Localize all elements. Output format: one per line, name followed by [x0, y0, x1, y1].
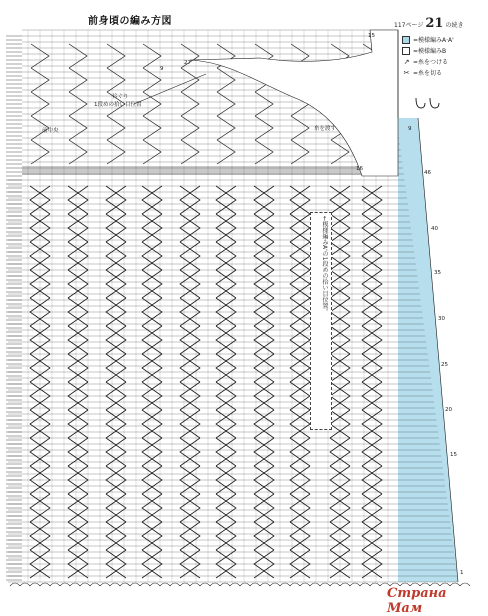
pickup-note-box: ←模様編みA'の1段めの拾い目位置。	[310, 212, 332, 430]
cable-stroke	[290, 270, 310, 298]
cable-stroke	[290, 270, 310, 298]
cable-stroke	[106, 438, 126, 466]
hem-scallop	[90, 583, 100, 586]
cable-stroke	[106, 242, 126, 270]
hem-scallop	[80, 583, 90, 586]
cable-stroke	[106, 242, 126, 270]
cable-stroke	[362, 354, 382, 382]
cable-stroke	[290, 186, 310, 214]
hem-scallop	[40, 583, 50, 586]
cable-stroke	[180, 354, 200, 382]
legend-item-pattern-a	[402, 34, 454, 45]
hem-scallop	[180, 583, 190, 586]
cable-stroke	[68, 186, 88, 214]
cable-stroke	[142, 494, 162, 522]
cable-stroke	[180, 522, 200, 550]
cable-stroke	[216, 494, 236, 522]
hem-scallop	[160, 583, 170, 586]
legend	[402, 34, 454, 78]
page-ref-prefix: 117ページ	[394, 22, 424, 29]
page-reference	[394, 16, 463, 31]
hem-scallop	[110, 583, 120, 586]
cable-stroke	[216, 326, 236, 354]
row-number: 46	[424, 170, 431, 176]
cable-stroke	[181, 140, 199, 164]
cable-stroke	[362, 522, 382, 550]
hem-scallop	[210, 583, 220, 586]
hem-scallop	[240, 583, 250, 586]
cable-stroke	[106, 270, 126, 298]
hem-scallop	[140, 583, 150, 586]
cable-stroke	[143, 68, 161, 92]
cable-stroke	[142, 410, 162, 438]
cable-stroke	[107, 116, 125, 140]
cable-stroke	[142, 354, 162, 382]
cable-stroke	[216, 438, 236, 466]
cable-stroke	[216, 522, 236, 550]
cable-stroke	[254, 438, 274, 466]
cable-stroke	[68, 438, 88, 466]
row-number: 30	[438, 316, 445, 322]
cable-stroke	[68, 522, 88, 550]
cable-stroke	[254, 186, 274, 214]
cable-stroke	[106, 494, 126, 522]
cable-stroke	[362, 242, 382, 270]
cable-stroke	[290, 354, 310, 382]
cable-stroke	[142, 326, 162, 354]
cable-stroke	[69, 68, 87, 92]
cable-stroke	[216, 410, 236, 438]
cable-stroke	[217, 92, 235, 116]
cable-stroke	[143, 116, 161, 140]
hem-scallop	[330, 583, 340, 586]
cable-stroke	[216, 186, 236, 214]
cable-stroke	[362, 494, 382, 522]
cable-stroke	[68, 326, 88, 354]
cable-stroke	[254, 354, 274, 382]
cable-stroke	[180, 326, 200, 354]
row-number: 27	[184, 60, 191, 66]
hem-scallop	[30, 583, 40, 586]
cable-stroke	[106, 438, 126, 466]
cable-stroke	[106, 522, 126, 550]
cable-stroke	[254, 522, 274, 550]
pickup-position-label: 1段めの拾い目位置	[94, 102, 142, 108]
cable-stroke	[142, 186, 162, 214]
cable-stroke	[180, 522, 200, 550]
hook-icon	[416, 98, 425, 108]
page-ref-suffix: の続き	[445, 22, 464, 29]
cable-stroke	[254, 326, 274, 354]
cable-stroke	[216, 242, 236, 270]
cable-stroke	[68, 270, 88, 298]
cable-stroke	[180, 270, 200, 298]
cable-stroke	[254, 242, 274, 270]
hem-scallop	[350, 583, 360, 586]
row-number: 40	[431, 226, 438, 232]
cable-stroke	[68, 438, 88, 466]
legend-item-pattern-b	[402, 45, 454, 56]
cable-stroke	[362, 186, 382, 214]
hook-icon	[430, 98, 439, 108]
cable-stroke	[68, 186, 88, 214]
cable-stroke	[216, 522, 236, 550]
cable-stroke	[142, 410, 162, 438]
cable-stroke	[216, 326, 236, 354]
cable-stroke	[290, 494, 310, 522]
cable-stroke	[68, 522, 88, 550]
cable-stroke	[362, 326, 382, 354]
neckline-cutout	[190, 30, 398, 176]
cable-stroke	[106, 326, 126, 354]
cable-stroke	[69, 116, 87, 140]
hem-scallop	[150, 583, 160, 586]
cable-stroke	[69, 140, 87, 164]
cable-stroke	[291, 116, 309, 140]
cable-stroke	[216, 270, 236, 298]
cable-stroke	[142, 494, 162, 522]
cable-stroke	[216, 354, 236, 382]
cable-stroke	[254, 186, 274, 214]
cable-stroke	[68, 270, 88, 298]
cable-stroke	[290, 242, 310, 270]
cable-stroke	[290, 494, 310, 522]
hem-scallop	[60, 583, 70, 586]
cable-stroke	[107, 68, 125, 92]
cable-stroke	[217, 68, 235, 92]
cable-stroke	[254, 494, 274, 522]
watermark-logo: Страна Мам	[384, 586, 488, 616]
cable-stroke	[142, 270, 162, 298]
cable-stroke	[362, 494, 382, 522]
cable-stroke	[254, 354, 274, 382]
cable-stroke	[290, 438, 310, 466]
hem-scallop	[270, 583, 280, 586]
cable-stroke	[143, 92, 161, 116]
cable-stroke	[255, 92, 273, 116]
page-ref-number: 21	[425, 16, 444, 31]
cable-stroke	[181, 92, 199, 116]
cable-stroke	[106, 354, 126, 382]
cable-stroke	[142, 438, 162, 466]
cable-stroke	[143, 140, 161, 164]
scissors-icon: ✂	[403, 68, 410, 77]
cable-stroke	[106, 270, 126, 298]
cable-stroke	[106, 494, 126, 522]
hem-scallop	[70, 583, 80, 586]
legend-swatch-white	[402, 47, 410, 55]
cable-stroke	[216, 354, 236, 382]
center-front-label: 前中央	[42, 128, 59, 134]
cable-stroke	[362, 354, 382, 382]
cable-stroke	[142, 326, 162, 354]
hem-scallop	[300, 583, 310, 586]
hem-scallop	[250, 583, 260, 586]
cable-stroke	[291, 140, 309, 164]
cable-stroke	[181, 68, 199, 92]
neckline-label: 衿ぐり	[112, 94, 129, 100]
transition-band	[22, 166, 398, 175]
hem-scallop	[320, 583, 330, 586]
hem-scallop	[310, 583, 320, 586]
cable-stroke	[362, 270, 382, 298]
cable-stroke	[290, 522, 310, 550]
row-number: 16	[356, 166, 363, 172]
cable-stroke	[290, 242, 310, 270]
cable-stroke	[180, 494, 200, 522]
cable-stroke	[180, 242, 200, 270]
cable-stroke	[142, 186, 162, 214]
pickup-arrow	[134, 74, 206, 104]
cable-stroke	[68, 354, 88, 382]
cable-stroke	[254, 270, 274, 298]
hem-scallop	[200, 583, 210, 586]
cable-stroke	[254, 410, 274, 438]
cable-stroke	[69, 44, 87, 68]
cable-stroke	[254, 270, 274, 298]
cable-stroke	[254, 494, 274, 522]
cable-stroke	[362, 438, 382, 466]
cable-stroke	[362, 522, 382, 550]
cable-stroke	[254, 522, 274, 550]
cable-stroke	[106, 186, 126, 214]
cable-stroke	[106, 410, 126, 438]
cable-stroke	[180, 186, 200, 214]
cable-stroke	[216, 242, 236, 270]
thread-join-label: 糸を渡す	[314, 126, 337, 132]
cable-stroke	[68, 494, 88, 522]
cable-stroke	[68, 354, 88, 382]
cable-stroke	[255, 116, 273, 140]
row-number: 9	[160, 66, 164, 72]
cable-stroke	[290, 438, 310, 466]
cable-stroke	[362, 242, 382, 270]
cable-stroke	[254, 326, 274, 354]
legend-swatch-blue	[402, 36, 410, 44]
cable-stroke	[217, 116, 235, 140]
cable-stroke	[142, 438, 162, 466]
cable-stroke	[362, 438, 382, 466]
cable-stroke	[142, 522, 162, 550]
cable-stroke	[180, 186, 200, 214]
hem-scallop	[100, 583, 110, 586]
hem-scallop	[50, 583, 60, 586]
cable-stroke	[216, 270, 236, 298]
cable-stroke	[180, 270, 200, 298]
chart-title: 前身頃の編み方図	[88, 16, 172, 27]
row-number: 35	[434, 270, 441, 276]
cable-stroke	[216, 438, 236, 466]
cable-stroke	[290, 326, 310, 354]
cable-stroke	[68, 494, 88, 522]
cable-stroke	[181, 116, 199, 140]
cable-stroke	[69, 92, 87, 116]
cable-stroke	[290, 326, 310, 354]
hem-scallop	[10, 583, 20, 586]
cable-stroke	[254, 410, 274, 438]
row-number: 15	[368, 33, 375, 39]
cable-stroke	[142, 242, 162, 270]
legend-label: =模様編みB	[413, 48, 447, 55]
row-number: 1	[460, 570, 464, 576]
legend-item-cut-yarn	[402, 67, 454, 78]
cable-stroke	[68, 242, 88, 270]
cable-stroke	[255, 140, 273, 164]
legend-label: =模様編みA·A'	[413, 37, 454, 44]
cable-stroke	[106, 522, 126, 550]
hem-scallop	[370, 583, 380, 586]
cable-stroke	[217, 140, 235, 164]
hem-scallop	[340, 583, 350, 586]
cable-stroke	[180, 438, 200, 466]
cable-stroke	[216, 186, 236, 214]
hem-scallop	[230, 583, 240, 586]
hem-scallop	[130, 583, 140, 586]
cable-stroke	[180, 494, 200, 522]
cable-stroke	[362, 410, 382, 438]
hem-scallop	[220, 583, 230, 586]
cable-stroke	[180, 354, 200, 382]
attach-yarn-icon: ↗	[403, 57, 410, 66]
row-number: 25	[441, 362, 448, 368]
cable-stroke	[290, 410, 310, 438]
hem-scallop	[190, 583, 200, 586]
cable-stroke	[362, 270, 382, 298]
cable-stroke	[68, 410, 88, 438]
row-number: 15	[450, 452, 457, 458]
cable-stroke	[216, 494, 236, 522]
cable-stroke	[290, 410, 310, 438]
cable-stroke	[142, 270, 162, 298]
legend-item-attach-yarn	[402, 56, 454, 67]
row-number: 20	[445, 407, 452, 413]
hem-scallop	[170, 583, 180, 586]
cable-stroke	[290, 354, 310, 382]
hem-scallop	[360, 583, 370, 586]
cable-stroke	[362, 410, 382, 438]
cable-stroke	[362, 326, 382, 354]
cable-stroke	[142, 242, 162, 270]
cable-stroke	[180, 410, 200, 438]
legend-label: =糸を切る	[413, 70, 443, 77]
cable-stroke	[216, 410, 236, 438]
cable-stroke	[142, 522, 162, 550]
cable-stroke	[362, 186, 382, 214]
cable-stroke	[290, 522, 310, 550]
cable-stroke	[68, 326, 88, 354]
cable-stroke	[107, 140, 125, 164]
hem-scallop	[20, 583, 30, 586]
legend-label: =糸をつける	[413, 59, 449, 66]
cable-stroke	[106, 410, 126, 438]
cable-stroke	[290, 186, 310, 214]
cable-stroke	[254, 242, 274, 270]
cable-stroke	[180, 326, 200, 354]
cable-stroke	[68, 242, 88, 270]
cable-stroke	[180, 410, 200, 438]
hem-scallop	[120, 583, 130, 586]
cable-stroke	[106, 186, 126, 214]
hem-scallop	[290, 583, 300, 586]
cable-stroke	[180, 438, 200, 466]
cable-stroke	[107, 44, 125, 68]
cable-stroke	[254, 438, 274, 466]
cable-stroke	[106, 326, 126, 354]
cable-stroke	[180, 242, 200, 270]
cable-stroke	[106, 354, 126, 382]
cable-stroke	[142, 354, 162, 382]
hem-scallop	[260, 583, 270, 586]
row-number: 9	[408, 126, 412, 132]
cable-stroke	[143, 44, 161, 68]
hem-scallop	[280, 583, 290, 586]
cable-stroke	[68, 410, 88, 438]
pattern-a-band	[398, 118, 458, 582]
